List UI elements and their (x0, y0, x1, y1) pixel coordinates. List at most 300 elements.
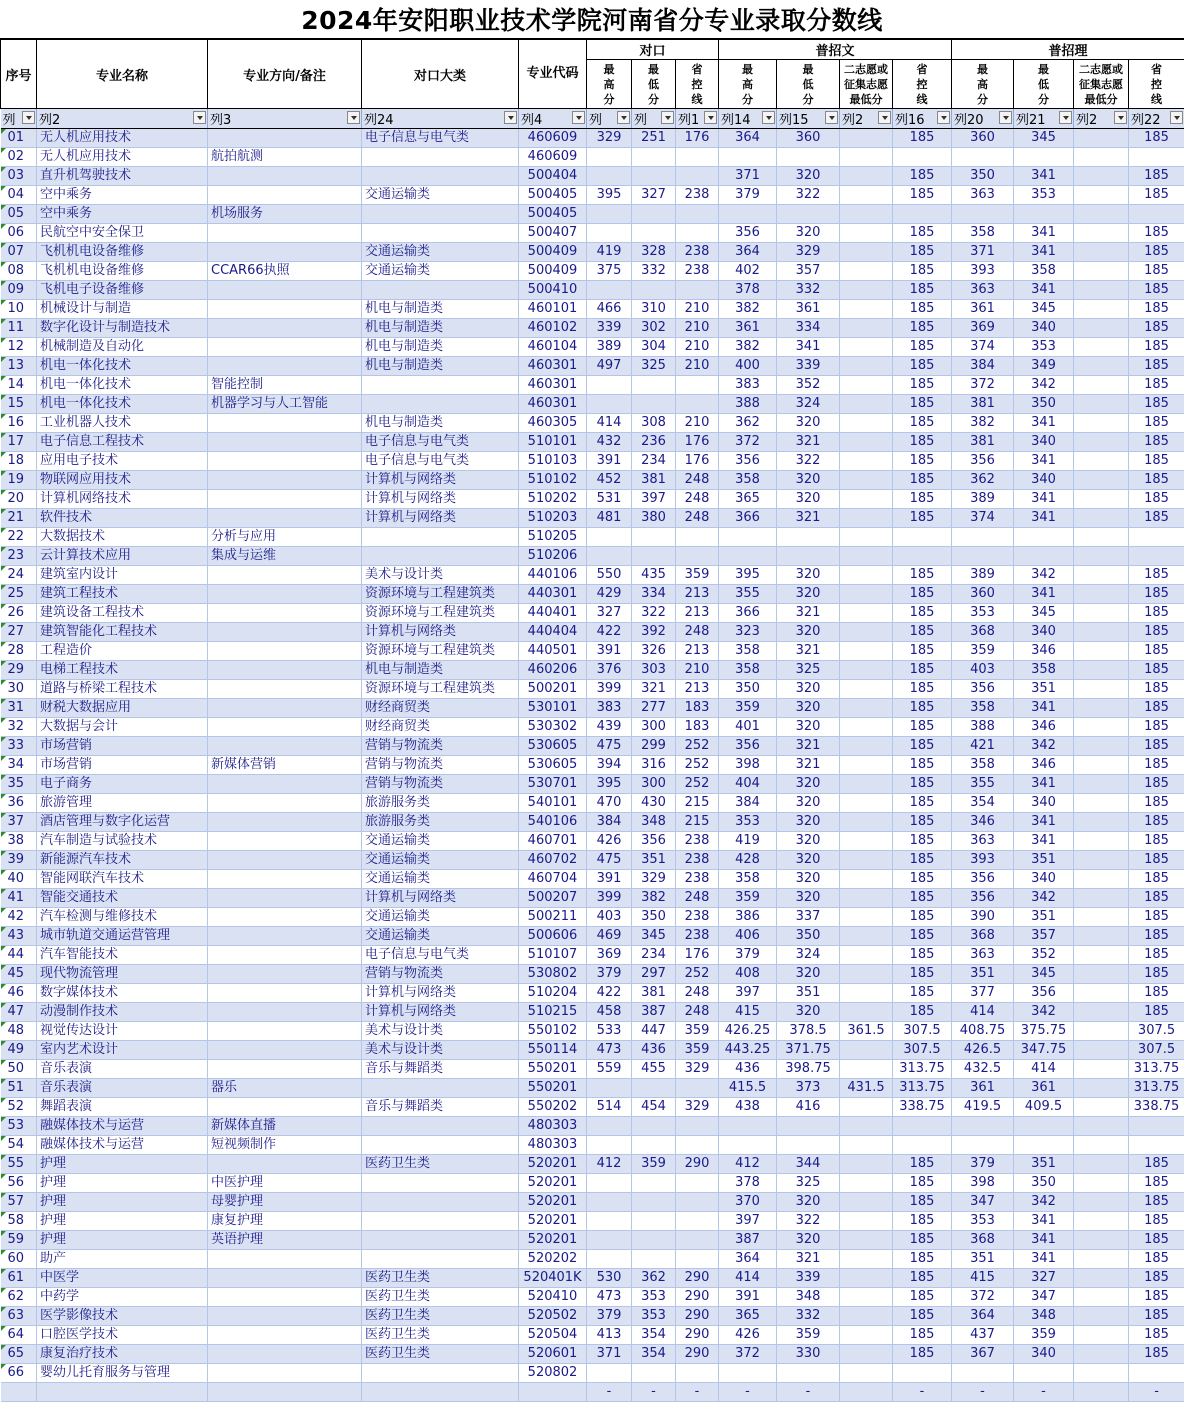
wen-min-cell[interactable]: 359 (777, 1326, 840, 1345)
wen-second-cell[interactable] (840, 1003, 893, 1022)
duikou-control-cell[interactable]: 252 (676, 756, 719, 775)
li-second-cell[interactable] (1074, 1003, 1129, 1022)
seq-cell[interactable]: 25 (1, 585, 37, 604)
wen-second-cell[interactable] (840, 1193, 893, 1212)
wen-control-cell[interactable]: 185 (893, 1174, 952, 1193)
li-max-cell[interactable]: 363 (952, 186, 1014, 205)
filter-dropdown-icon[interactable] (762, 111, 775, 124)
duikou-min-cell[interactable]: 303 (632, 661, 676, 680)
duikou-min-cell[interactable]: 435 (632, 566, 676, 585)
wen-second-cell[interactable] (840, 1326, 893, 1345)
direction-cell[interactable]: 机器学习与人工智能 (208, 395, 362, 414)
major-cell[interactable]: 大数据技术 (37, 528, 208, 547)
li-max-cell[interactable]: 363 (952, 946, 1014, 965)
duikou-max-cell[interactable]: 429 (587, 585, 632, 604)
wen-max-cell[interactable]: 358 (719, 642, 777, 661)
wen-max-cell[interactable]: 384 (719, 794, 777, 813)
wen-control-cell[interactable] (893, 148, 952, 167)
li-max-cell[interactable]: 363 (952, 281, 1014, 300)
major-cell[interactable]: 直升机驾驶技术 (37, 167, 208, 186)
direction-cell[interactable] (208, 471, 362, 490)
duikou-max-cell[interactable]: 369 (587, 946, 632, 965)
category-cell[interactable]: 音乐与舞蹈类 (362, 1060, 519, 1079)
duikou-control-cell[interactable] (676, 281, 719, 300)
seq-cell[interactable]: 52 (1, 1098, 37, 1117)
wen-min-cell[interactable]: 416 (777, 1098, 840, 1117)
wen-max-cell[interactable]: 356 (719, 452, 777, 471)
duikou-min-cell[interactable]: 381 (632, 471, 676, 490)
duikou-max-cell[interactable]: 376 (587, 661, 632, 680)
duikou-max-cell[interactable]: 531 (587, 490, 632, 509)
wen-min-cell[interactable]: 330 (777, 1345, 840, 1364)
category-cell[interactable]: 资源环境与工程建筑类 (362, 585, 519, 604)
duikou-max-cell[interactable]: 439 (587, 718, 632, 737)
category-cell[interactable]: 计算机与网络类 (362, 509, 519, 528)
wen-control-cell[interactable]: 185 (893, 756, 952, 775)
li-second-cell[interactable] (1074, 471, 1129, 490)
duikou-control-cell[interactable]: 183 (676, 718, 719, 737)
li-control-cell[interactable]: 185 (1129, 623, 1184, 642)
major-cell[interactable]: 护理 (37, 1174, 208, 1193)
li-control-cell[interactable]: 185 (1129, 775, 1184, 794)
wen-second-cell[interactable] (840, 414, 893, 433)
li-max-cell[interactable] (952, 148, 1014, 167)
seq-cell[interactable]: 28 (1, 642, 37, 661)
wen-min-cell[interactable]: 320 (777, 490, 840, 509)
wen-second-cell[interactable] (840, 1041, 893, 1060)
code-cell[interactable]: 520201 (519, 1193, 587, 1212)
direction-cell[interactable] (208, 794, 362, 813)
wen-control-cell[interactable] (893, 1364, 952, 1383)
wen-control-cell[interactable]: 185 (893, 718, 952, 737)
filter-dropdown-icon[interactable] (1170, 111, 1183, 124)
li-min-cell[interactable]: 341 (1014, 224, 1074, 243)
li-second-cell[interactable] (1074, 566, 1129, 585)
wen-min-cell[interactable]: 344 (777, 1155, 840, 1174)
li-min-cell[interactable]: 351 (1014, 851, 1074, 870)
major-cell[interactable]: 机械设计与制造 (37, 300, 208, 319)
wen-control-cell[interactable]: 185 (893, 851, 952, 870)
wen-max-cell[interactable]: 359 (719, 889, 777, 908)
major-cell[interactable]: 酒店管理与数字化运营 (37, 813, 208, 832)
duikou-control-cell[interactable] (676, 1136, 719, 1155)
wen-control-cell[interactable]: 185 (893, 395, 952, 414)
li-second-cell[interactable] (1074, 794, 1129, 813)
li-second-cell[interactable] (1074, 756, 1129, 775)
duikou-control-cell[interactable] (676, 1117, 719, 1136)
wen-max-cell[interactable]: 401 (719, 718, 777, 737)
filter-dropdown-icon[interactable] (704, 111, 717, 124)
code-cell[interactable]: 440301 (519, 585, 587, 604)
wen-max-cell[interactable]: 362 (719, 414, 777, 433)
wen-second-cell[interactable] (840, 737, 893, 756)
li-max-cell[interactable]: 368 (952, 927, 1014, 946)
direction-cell[interactable]: 康复护理 (208, 1212, 362, 1231)
wen-max-cell[interactable]: 379 (719, 946, 777, 965)
li-min-cell[interactable] (1014, 205, 1074, 224)
direction-cell[interactable] (208, 1098, 362, 1117)
direction-cell[interactable] (208, 338, 362, 357)
li-second-cell[interactable] (1074, 357, 1129, 376)
wen-control-cell[interactable]: 185 (893, 490, 952, 509)
li-max-cell[interactable]: 371 (952, 243, 1014, 262)
li-min-cell[interactable]: 342 (1014, 737, 1074, 756)
major-cell[interactable]: 云计算技术应用 (37, 547, 208, 566)
code-cell[interactable]: 510206 (519, 547, 587, 566)
li-control-cell[interactable]: 185 (1129, 319, 1184, 338)
duikou-control-cell[interactable]: 210 (676, 414, 719, 433)
li-control-cell[interactable]: 185 (1129, 1307, 1184, 1326)
duikou-control-cell[interactable]: 238 (676, 186, 719, 205)
wen-min-cell[interactable] (777, 547, 840, 566)
wen-max-cell[interactable]: 404 (719, 775, 777, 794)
filter-dropdown-icon[interactable] (1114, 111, 1127, 124)
wen-max-cell[interactable]: 391 (719, 1288, 777, 1307)
wen-min-cell[interactable]: 350 (777, 927, 840, 946)
duikou-max-cell[interactable]: 391 (587, 870, 632, 889)
seq-cell[interactable]: 41 (1, 889, 37, 908)
wen-max-cell[interactable]: 365 (719, 490, 777, 509)
wen-control-cell[interactable] (893, 1117, 952, 1136)
wen-second-cell[interactable] (840, 528, 893, 547)
li-control-cell[interactable]: 313.75 (1129, 1079, 1184, 1098)
wen-max-cell[interactable] (719, 1364, 777, 1383)
duikou-control-cell[interactable]: 238 (676, 832, 719, 851)
li-min-cell[interactable]: 350 (1014, 1174, 1074, 1193)
seq-cell[interactable]: 06 (1, 224, 37, 243)
category-cell[interactable]: 美术与设计类 (362, 1022, 519, 1041)
wen-second-cell[interactable] (840, 623, 893, 642)
duikou-max-cell[interactable] (587, 376, 632, 395)
wen-second-cell[interactable] (840, 1155, 893, 1174)
wen-second-cell[interactable] (840, 490, 893, 509)
category-cell[interactable]: 营销与物流类 (362, 756, 519, 775)
wen-max-cell[interactable] (719, 528, 777, 547)
li-second-cell[interactable] (1074, 1231, 1129, 1250)
li-max-cell[interactable]: 350 (952, 167, 1014, 186)
seq-cell[interactable]: 59 (1, 1231, 37, 1250)
li-min-cell[interactable]: 340 (1014, 433, 1074, 452)
li-second-cell[interactable] (1074, 167, 1129, 186)
li-min-cell[interactable]: 340 (1014, 623, 1074, 642)
direction-cell[interactable] (208, 509, 362, 528)
duikou-max-cell[interactable] (587, 528, 632, 547)
direction-cell[interactable] (208, 1364, 362, 1383)
seq-cell[interactable]: 63 (1, 1307, 37, 1326)
category-cell[interactable]: 资源环境与工程建筑类 (362, 604, 519, 623)
li-max-cell[interactable] (952, 205, 1014, 224)
category-cell[interactable] (362, 1117, 519, 1136)
code-cell[interactable]: 480303 (519, 1117, 587, 1136)
wen-min-cell[interactable]: 320 (777, 889, 840, 908)
li-min-cell[interactable] (1014, 547, 1074, 566)
category-cell[interactable]: 旅游服务类 (362, 813, 519, 832)
wen-max-cell[interactable]: 443.25 (719, 1041, 777, 1060)
duikou-control-cell[interactable]: 248 (676, 1003, 719, 1022)
direction-cell[interactable] (208, 680, 362, 699)
duikou-min-cell[interactable]: 397 (632, 490, 676, 509)
major-cell[interactable]: 飞机电子设备维修 (37, 281, 208, 300)
major-cell[interactable]: 财税大数据应用 (37, 699, 208, 718)
duikou-control-cell[interactable]: 238 (676, 908, 719, 927)
wen-control-cell[interactable]: 185 (893, 1193, 952, 1212)
duikou-max-cell[interactable]: 403 (587, 908, 632, 927)
wen-control-cell[interactable]: 185 (893, 224, 952, 243)
wen-max-cell[interactable]: 406 (719, 927, 777, 946)
duikou-control-cell[interactable] (676, 167, 719, 186)
li-control-cell[interactable]: 185 (1129, 490, 1184, 509)
direction-cell[interactable] (208, 661, 362, 680)
category-cell[interactable]: 电子信息与电气类 (362, 946, 519, 965)
li-control-cell[interactable]: 185 (1129, 1345, 1184, 1364)
li-min-cell[interactable]: 342 (1014, 376, 1074, 395)
li-max-cell[interactable]: 388 (952, 718, 1014, 737)
wen-min-cell[interactable]: 398.75 (777, 1060, 840, 1079)
wen-control-cell[interactable]: 185 (893, 167, 952, 186)
duikou-max-cell[interactable] (587, 205, 632, 224)
li-second-cell[interactable] (1074, 319, 1129, 338)
major-cell[interactable]: 数字化设计与制造技术 (37, 319, 208, 338)
category-cell[interactable]: 医药卫生类 (362, 1269, 519, 1288)
direction-cell[interactable] (208, 319, 362, 338)
duikou-min-cell[interactable]: 236 (632, 433, 676, 452)
category-cell[interactable] (362, 1231, 519, 1250)
duikou-control-cell[interactable]: 176 (676, 452, 719, 471)
code-cell[interactable]: 520802 (519, 1364, 587, 1383)
category-cell[interactable]: 机电与制造类 (362, 357, 519, 376)
duikou-max-cell[interactable]: 384 (587, 813, 632, 832)
duikou-max-cell[interactable]: 497 (587, 357, 632, 376)
category-cell[interactable] (362, 205, 519, 224)
duikou-max-cell[interactable]: 327 (587, 604, 632, 623)
li-max-cell[interactable]: 351 (952, 1250, 1014, 1269)
wen-second-cell[interactable] (840, 471, 893, 490)
li-max-cell[interactable]: 358 (952, 756, 1014, 775)
duikou-max-cell[interactable] (587, 1136, 632, 1155)
wen-second-cell[interactable] (840, 281, 893, 300)
li-min-cell[interactable]: 341 (1014, 585, 1074, 604)
li-control-cell[interactable] (1129, 1364, 1184, 1383)
li-second-cell[interactable] (1074, 528, 1129, 547)
wen-max-cell[interactable]: 388 (719, 395, 777, 414)
wen-max-cell[interactable] (719, 547, 777, 566)
seq-cell[interactable]: 54 (1, 1136, 37, 1155)
duikou-min-cell[interactable] (632, 1079, 676, 1098)
seq-cell[interactable]: 56 (1, 1174, 37, 1193)
li-min-cell[interactable]: 358 (1014, 661, 1074, 680)
wen-max-cell[interactable]: 382 (719, 338, 777, 357)
duikou-min-cell[interactable] (632, 1117, 676, 1136)
code-cell[interactable]: 500409 (519, 243, 587, 262)
wen-min-cell[interactable]: 361 (777, 300, 840, 319)
major-cell[interactable]: 护理 (37, 1231, 208, 1250)
wen-control-cell[interactable]: 185 (893, 642, 952, 661)
direction-cell[interactable] (208, 414, 362, 433)
direction-cell[interactable]: 新媒体营销 (208, 756, 362, 775)
code-cell[interactable]: 530701 (519, 775, 587, 794)
li-min-cell[interactable]: 348 (1014, 1307, 1074, 1326)
duikou-control-cell[interactable]: 238 (676, 262, 719, 281)
wen-min-cell[interactable] (777, 1117, 840, 1136)
seq-cell[interactable]: 29 (1, 661, 37, 680)
wen-min-cell[interactable]: 320 (777, 471, 840, 490)
wen-max-cell[interactable]: 350 (719, 680, 777, 699)
category-cell[interactable]: 机电与制造类 (362, 414, 519, 433)
category-cell[interactable]: 旅游服务类 (362, 794, 519, 813)
wen-min-cell[interactable]: 320 (777, 851, 840, 870)
seq-cell[interactable]: 03 (1, 167, 37, 186)
wen-control-cell[interactable]: 185 (893, 699, 952, 718)
wen-max-cell[interactable]: 382 (719, 300, 777, 319)
li-control-cell[interactable]: 313.75 (1129, 1060, 1184, 1079)
duikou-max-cell[interactable]: 389 (587, 338, 632, 357)
li-control-cell[interactable]: 185 (1129, 984, 1184, 1003)
wen-min-cell[interactable]: 322 (777, 186, 840, 205)
li-second-cell[interactable] (1074, 870, 1129, 889)
wen-min-cell[interactable]: 321 (777, 604, 840, 623)
code-cell[interactable]: 460301 (519, 395, 587, 414)
li-max-cell[interactable] (952, 528, 1014, 547)
category-cell[interactable]: 计算机与网络类 (362, 889, 519, 908)
li-min-cell[interactable]: 346 (1014, 642, 1074, 661)
duikou-max-cell[interactable]: 475 (587, 737, 632, 756)
wen-control-cell[interactable]: 185 (893, 1307, 952, 1326)
li-second-cell[interactable] (1074, 490, 1129, 509)
li-control-cell[interactable]: 185 (1129, 946, 1184, 965)
wen-second-cell[interactable] (840, 186, 893, 205)
seq-cell[interactable]: 16 (1, 414, 37, 433)
duikou-max-cell[interactable]: 391 (587, 452, 632, 471)
seq-cell[interactable]: 18 (1, 452, 37, 471)
duikou-control-cell[interactable]: 176 (676, 946, 719, 965)
seq-cell[interactable]: 39 (1, 851, 37, 870)
duikou-max-cell[interactable]: 422 (587, 984, 632, 1003)
code-cell[interactable]: 530302 (519, 718, 587, 737)
direction-cell[interactable] (208, 1003, 362, 1022)
filter-dropdown-icon[interactable] (347, 111, 360, 124)
li-second-cell[interactable] (1074, 262, 1129, 281)
major-cell[interactable]: 康复治疗技术 (37, 1345, 208, 1364)
li-max-cell[interactable]: 419.5 (952, 1098, 1014, 1117)
li-max-cell[interactable]: 351 (952, 965, 1014, 984)
wen-control-cell[interactable]: 185 (893, 243, 952, 262)
li-second-cell[interactable] (1074, 1364, 1129, 1383)
duikou-max-cell[interactable]: 533 (587, 1022, 632, 1041)
category-cell[interactable]: 电子信息与电气类 (362, 452, 519, 471)
wen-max-cell[interactable]: 372 (719, 433, 777, 452)
li-max-cell[interactable]: 372 (952, 376, 1014, 395)
wen-control-cell[interactable]: 185 (893, 509, 952, 528)
li-second-cell[interactable] (1074, 1345, 1129, 1364)
category-cell[interactable] (362, 1193, 519, 1212)
direction-cell[interactable]: 智能控制 (208, 376, 362, 395)
li-min-cell[interactable]: 345 (1014, 965, 1074, 984)
duikou-control-cell[interactable] (676, 1250, 719, 1269)
code-cell[interactable]: 540101 (519, 794, 587, 813)
direction-cell[interactable]: 英语护理 (208, 1231, 362, 1250)
wen-max-cell[interactable]: 426.25 (719, 1022, 777, 1041)
li-control-cell[interactable]: 185 (1129, 395, 1184, 414)
major-cell[interactable]: 机电一体化技术 (37, 395, 208, 414)
duikou-control-cell[interactable] (676, 224, 719, 243)
li-second-cell[interactable] (1074, 547, 1129, 566)
code-cell[interactable]: 530101 (519, 699, 587, 718)
code-cell[interactable]: 550102 (519, 1022, 587, 1041)
wen-second-cell[interactable] (840, 376, 893, 395)
duikou-control-cell[interactable]: 290 (676, 1155, 719, 1174)
seq-cell[interactable]: 09 (1, 281, 37, 300)
wen-max-cell[interactable]: 379 (719, 186, 777, 205)
duikou-control-cell[interactable]: 252 (676, 775, 719, 794)
wen-min-cell[interactable]: 320 (777, 585, 840, 604)
seq-cell[interactable]: 33 (1, 737, 37, 756)
wen-min-cell[interactable]: 371.75 (777, 1041, 840, 1060)
li-control-cell[interactable]: 185 (1129, 243, 1184, 262)
li-min-cell[interactable]: 347.75 (1014, 1041, 1074, 1060)
duikou-min-cell[interactable]: 353 (632, 1288, 676, 1307)
major-cell[interactable]: 数字媒体技术 (37, 984, 208, 1003)
code-cell[interactable]: 440404 (519, 623, 587, 642)
duikou-max-cell[interactable]: 339 (587, 319, 632, 338)
li-second-cell[interactable] (1074, 452, 1129, 471)
li-min-cell[interactable]: 345 (1014, 129, 1074, 148)
code-cell[interactable]: 500407 (519, 224, 587, 243)
category-cell[interactable]: 交通运输类 (362, 927, 519, 946)
duikou-min-cell[interactable] (632, 395, 676, 414)
wen-min-cell[interactable]: 320 (777, 775, 840, 794)
wen-min-cell[interactable]: 332 (777, 1307, 840, 1326)
category-cell[interactable]: 机电与制造类 (362, 300, 519, 319)
duikou-max-cell[interactable] (587, 1364, 632, 1383)
duikou-max-cell[interactable]: 379 (587, 1307, 632, 1326)
li-max-cell[interactable]: 356 (952, 870, 1014, 889)
seq-cell[interactable]: 47 (1, 1003, 37, 1022)
major-cell[interactable]: 助产 (37, 1250, 208, 1269)
category-cell[interactable]: 电子信息与电气类 (362, 433, 519, 452)
li-min-cell[interactable]: 340 (1014, 794, 1074, 813)
wen-control-cell[interactable]: - (893, 1383, 952, 1402)
duikou-min-cell[interactable]: 392 (632, 623, 676, 642)
li-min-cell[interactable]: 358 (1014, 262, 1074, 281)
duikou-max-cell[interactable]: 379 (587, 965, 632, 984)
code-cell[interactable]: 550201 (519, 1060, 587, 1079)
wen-control-cell[interactable]: 185 (893, 984, 952, 1003)
li-control-cell[interactable]: 185 (1129, 452, 1184, 471)
direction-cell[interactable] (208, 300, 362, 319)
duikou-min-cell[interactable] (632, 528, 676, 547)
li-max-cell[interactable]: 369 (952, 319, 1014, 338)
li-max-cell[interactable] (952, 1136, 1014, 1155)
wen-min-cell[interactable]: 321 (777, 509, 840, 528)
wen-second-cell[interactable] (840, 1231, 893, 1250)
direction-cell[interactable] (208, 737, 362, 756)
seq-cell[interactable]: 27 (1, 623, 37, 642)
wen-max-cell[interactable]: 398 (719, 756, 777, 775)
li-max-cell[interactable]: 361 (952, 1079, 1014, 1098)
wen-max-cell[interactable]: 364 (719, 243, 777, 262)
seq-cell[interactable]: 15 (1, 395, 37, 414)
li-min-cell[interactable] (1014, 1136, 1074, 1155)
wen-control-cell[interactable]: 185 (893, 832, 952, 851)
category-cell[interactable] (362, 1212, 519, 1231)
wen-max-cell[interactable]: 415.5 (719, 1079, 777, 1098)
seq-cell[interactable]: 30 (1, 680, 37, 699)
category-cell[interactable]: 交通运输类 (362, 832, 519, 851)
code-cell[interactable]: 440501 (519, 642, 587, 661)
duikou-max-cell[interactable]: 329 (587, 129, 632, 148)
code-cell[interactable]: 460704 (519, 870, 587, 889)
wen-min-cell[interactable] (777, 1136, 840, 1155)
